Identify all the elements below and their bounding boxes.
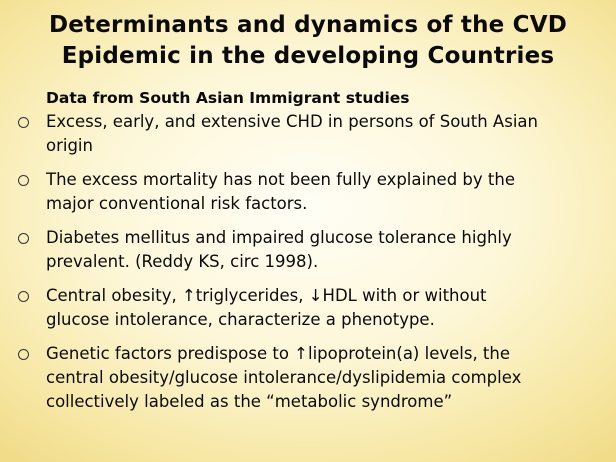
bullet-text-line: The excess mortality has not been fully explained by the: [46, 170, 515, 189]
circle-bullet-icon: [18, 175, 29, 186]
slide-title: [0, 10, 616, 72]
bullet-text-line: glucose intolerance, characterize a phenotype.: [46, 310, 435, 329]
bullet-text-line: collectively labeled as the “metabolic syndrome”: [46, 392, 453, 411]
bullet-text-line: central obesity/glucose intolerance/dyslipidemia complex: [46, 368, 522, 387]
bullet-text-line: major conventional risk factors.: [46, 194, 308, 213]
bullet-item: [18, 342, 608, 414]
slide-subtitle: Data from South Asian Immigrant studies: [46, 89, 410, 107]
bullet-item: [18, 168, 608, 216]
bullet-item: [18, 110, 608, 158]
circle-bullet-icon: [18, 291, 29, 302]
title-line-1: Determinants and dynamics of the CVD: [48, 12, 568, 38]
bullet-list: [18, 110, 608, 424]
circle-bullet-icon: [18, 349, 29, 360]
title-line-2: Epidemic in the developing Countries: [61, 43, 555, 69]
bullet-text-line: Diabetes mellitus and impaired glucose tolerance highly: [46, 228, 512, 247]
bullet-item: [18, 284, 608, 332]
bullet-text-line: prevalent. (Reddy KS, circ 1998).: [46, 252, 319, 271]
bullet-item: [18, 226, 608, 274]
bullet-text-line: Central obesity, ↑triglycerides, ↓HDL with or without: [46, 286, 487, 305]
circle-bullet-icon: [18, 117, 29, 128]
bullet-text-line: Genetic factors predispose to ↑lipoprotein(a) levels, the: [46, 344, 511, 363]
bullet-text-line: Excess, early, and extensive CHD in persons of South Asian: [46, 112, 538, 131]
bullet-text-line: origin: [46, 136, 93, 155]
circle-bullet-icon: [18, 233, 29, 244]
